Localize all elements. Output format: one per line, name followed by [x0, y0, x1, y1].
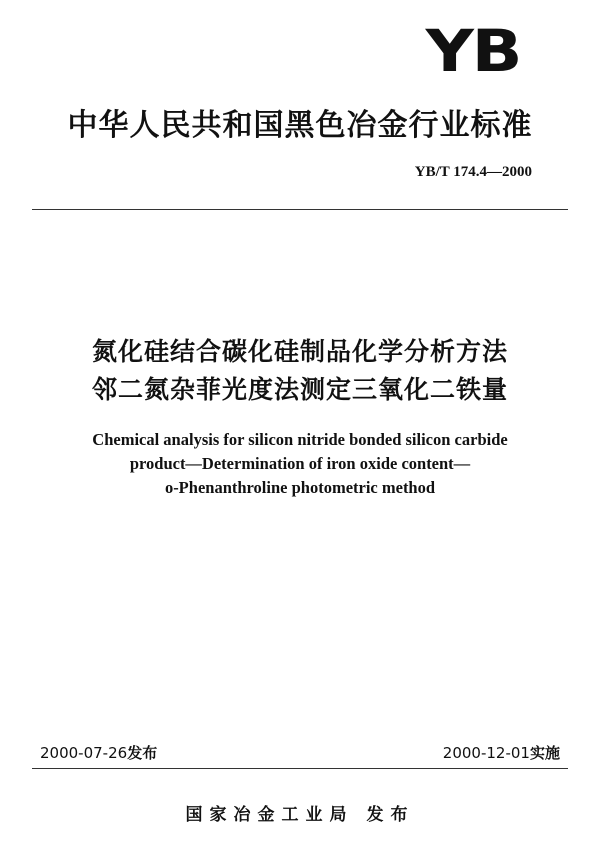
implementation-date-block — [443, 742, 560, 763]
issue-label: 发布 — [127, 744, 158, 762]
english-title — [0, 428, 600, 500]
english-title-line-2: product—Determination of iron oxide content— — [129, 454, 471, 473]
issue-date-block — [40, 742, 157, 763]
issue-date: 2000-07-26 — [40, 744, 128, 762]
implementation-date: 2000-12-01 — [442, 744, 530, 762]
header-divider — [32, 209, 568, 210]
chinese-title-line-2: 邻二氮杂菲光度法测定三氧化二铁量 — [91, 375, 508, 404]
english-title-line-1: Chemical analysis for silicon nitride bonded silicon carbide — [92, 430, 508, 449]
standard-code: YB/T 174.4—2000 — [414, 164, 532, 180]
chinese-title-line-1: 氮化硅结合碳化硅制品化学分析方法 — [91, 337, 508, 366]
implementation-label: 实施 — [529, 744, 560, 762]
issuing-authority: 国家冶金工业局 发布 — [185, 805, 415, 825]
english-title-line-3: o-Phenanthroline photometric method — [164, 478, 436, 497]
footer-divider — [32, 768, 568, 769]
standard-category-title: 中华人民共和国黑色冶金行业标准 — [67, 108, 533, 143]
yb-logo: YB — [425, 17, 520, 85]
